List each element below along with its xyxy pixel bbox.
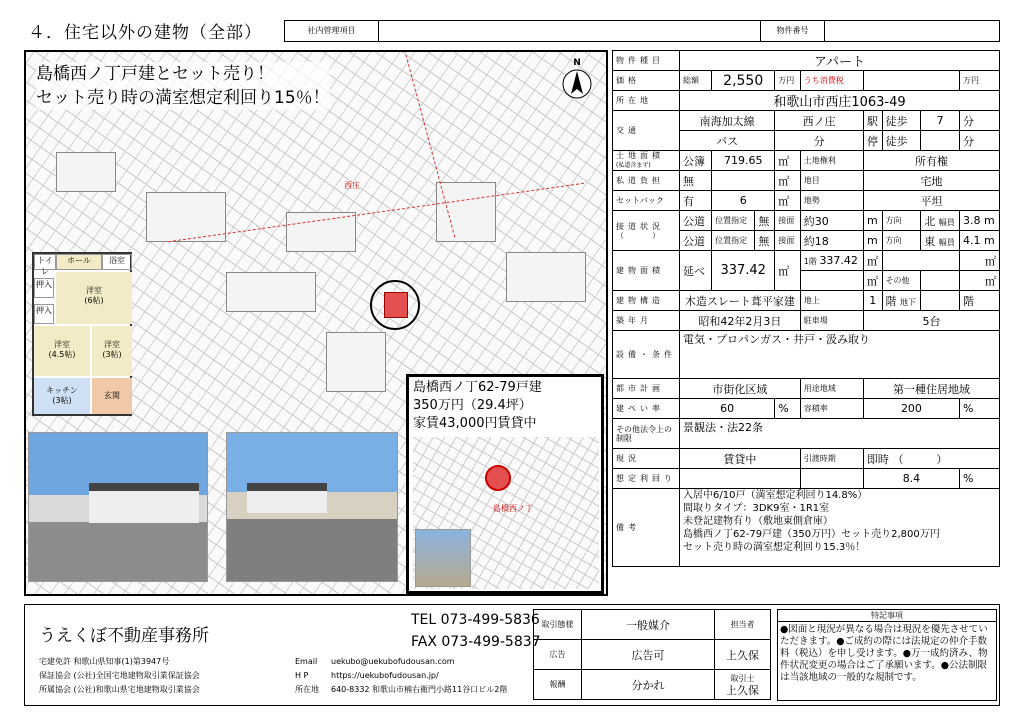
map-inset-street: 島橋西ノ丁 bbox=[493, 504, 533, 513]
spec-address-label: 所在地 bbox=[613, 91, 680, 111]
north-arrow-icon bbox=[560, 58, 594, 104]
spec-status-label: 現況 bbox=[613, 449, 680, 469]
spec-tax-label: うち消費税 bbox=[800, 71, 863, 91]
spec-road2-dir-label: 方向 bbox=[882, 231, 921, 251]
cell bbox=[436, 182, 496, 242]
mgmt-label: 社内管理項目 bbox=[285, 21, 379, 41]
spec-built: 昭和42年2月3日 bbox=[680, 311, 801, 331]
property-photo-1 bbox=[28, 432, 208, 582]
spec-structure: 木造スレート葺平家建 bbox=[680, 291, 801, 311]
spec-zoning-label: 用途地域 bbox=[800, 379, 863, 399]
spec-road2-designation-val: 無 bbox=[755, 231, 775, 251]
spec-bus: バス bbox=[680, 131, 775, 151]
spec-f1-label: 1階 bbox=[803, 257, 817, 266]
spec-road-label: 接道状況 bbox=[616, 221, 664, 231]
inset-line-3: 家賃43,000円賃貸中 bbox=[413, 416, 537, 431]
spec-handover-label: 引渡時期 bbox=[800, 449, 863, 469]
footer-ad-label: 広告 bbox=[534, 640, 582, 670]
spec-road2-haba-val: 4.1 bbox=[962, 234, 981, 247]
spec-land-right-label: 土地権利 bbox=[800, 151, 863, 171]
spec-road1-dir: 北 bbox=[924, 214, 936, 228]
spec-setback-label: セットバック bbox=[613, 191, 680, 211]
spec-road2-setsu: 接面 bbox=[775, 231, 801, 251]
cell bbox=[384, 292, 408, 318]
spec-kai1: 階 bbox=[885, 294, 897, 308]
inset-map bbox=[413, 437, 599, 589]
property-photo-2 bbox=[226, 432, 398, 582]
map-floorplan-kitchen-size: (3帖) bbox=[52, 396, 72, 405]
address-value: 和歌山市西庄1063-49 bbox=[680, 91, 1000, 111]
map-floorplan-room3: 洋室 bbox=[104, 340, 120, 349]
spec-nobe: 延べ bbox=[680, 251, 712, 291]
spec-road2-public: 公道 bbox=[680, 231, 712, 251]
footer-addr-label: 所在地 bbox=[295, 685, 319, 694]
cell bbox=[613, 151, 680, 171]
spec-floor-area-label: 建物面積 bbox=[613, 251, 680, 291]
spec-price-label: 価格 bbox=[613, 71, 680, 91]
cell bbox=[863, 449, 999, 469]
spec-zoning: 第一種住居地域 bbox=[863, 379, 999, 399]
spec-total-label: 総額 bbox=[680, 71, 712, 91]
spec-sqm: ㎡ bbox=[775, 151, 801, 171]
cell bbox=[959, 211, 999, 231]
cell bbox=[921, 271, 960, 291]
spec-road1-public: 公道 bbox=[680, 211, 712, 231]
spec-road2-designation: 位置指定 bbox=[712, 231, 755, 251]
spec-remarks-label: 備考 bbox=[613, 489, 680, 567]
spec-road2-m2: m bbox=[983, 234, 995, 247]
spec-kai2: 階 bbox=[959, 291, 999, 311]
cell bbox=[921, 131, 960, 151]
spec-setback: 有 bbox=[680, 191, 712, 211]
spec-sqm7: ㎡ bbox=[863, 271, 882, 291]
spec-pct3: % bbox=[959, 469, 999, 489]
spec-road-paren: （ ） bbox=[616, 230, 664, 240]
spec-land-kind: 公簿 bbox=[680, 151, 712, 171]
footer-fee: 分かれ bbox=[582, 670, 715, 700]
spec-parking-label: 駐車場 bbox=[800, 311, 863, 331]
spec-sqm5: ㎡ bbox=[863, 251, 882, 271]
spec-setback-val: 6 bbox=[712, 191, 775, 211]
company-name: うえくぼ不動産事務所 bbox=[39, 626, 209, 646]
map-headline bbox=[36, 62, 330, 110]
spec-fun3: 分 bbox=[959, 131, 999, 151]
spec-parking: 5台 bbox=[863, 311, 999, 331]
assoc-1: 保証協会 (公社)全国宅地建物取引業保証協会 bbox=[39, 671, 200, 680]
spec-walk-min: 7 bbox=[921, 111, 960, 131]
page-title: ４．住宅以外の建物（全部） bbox=[28, 23, 262, 43]
footer-fee-label: 報酬 bbox=[534, 670, 582, 700]
footer-confirm-label: 取引士 bbox=[730, 673, 755, 683]
license: 宅建免許 和歌山県知事(1)第3947号 bbox=[39, 657, 170, 666]
cell bbox=[800, 271, 863, 291]
spec-other: その他 bbox=[882, 271, 921, 291]
footer-notes: ●図面と現況が異なる場合は現況を優先させていただきます。●ご成約の際には法規定の仲介手数料（税込）を申し受けます。●万一成約済み、物件状況変更の場合はご了承願います。●公法制限は当該地域の一般的な規制です。 bbox=[780, 624, 988, 683]
fax: FAX 073-499-5837 bbox=[411, 634, 541, 650]
email-link[interactable]: uekubo@uekubofudousan.com bbox=[331, 657, 455, 666]
map-floorplan-kitchen: キッチン bbox=[46, 386, 78, 395]
cell bbox=[39, 655, 200, 697]
spec-city-plan: 市街化区域 bbox=[680, 379, 801, 399]
spec-land-area-sub: (私道含まず) bbox=[616, 162, 651, 169]
spec-table bbox=[612, 50, 1000, 567]
spec-yield-label: 想定利回り bbox=[613, 469, 680, 489]
map-floorplan-room2: 洋室 bbox=[54, 340, 70, 349]
spec-sqm2: ㎡ bbox=[775, 171, 801, 191]
spec-above-label: 地上 bbox=[800, 291, 863, 311]
map-floorplan-closet2: 押入 bbox=[34, 304, 54, 324]
inset-box bbox=[406, 374, 604, 594]
spec-terrain-label: 地勢 bbox=[800, 191, 863, 211]
property-no-value bbox=[825, 21, 999, 41]
spec-pct: % bbox=[775, 399, 801, 419]
cell bbox=[921, 291, 960, 311]
spec-chimoku-label: 地目 bbox=[800, 171, 863, 191]
cell bbox=[863, 71, 959, 91]
remarks bbox=[680, 489, 1000, 567]
cell bbox=[921, 231, 960, 251]
inset-photo bbox=[415, 529, 471, 587]
spec-type-label: 物件種目 bbox=[613, 51, 680, 71]
spec-city-plan-label: 都市計画 bbox=[613, 379, 680, 399]
spec-land-right: 所有権 bbox=[863, 151, 999, 171]
cell bbox=[413, 379, 542, 433]
spec-road2-dir: 東 bbox=[924, 234, 936, 248]
spec-facilities: 電気・プロパンガス・井戸・汲み取り bbox=[680, 331, 1000, 379]
spec-road2-haba: 幅員 bbox=[938, 237, 955, 247]
spec-road1-haba: 幅員 bbox=[938, 217, 955, 227]
footer bbox=[24, 604, 1000, 706]
footer-staff-label: 担当者 bbox=[715, 610, 771, 640]
spec-sqm6: ㎡ bbox=[959, 251, 999, 271]
property-marker bbox=[370, 280, 420, 330]
mgmt-value bbox=[379, 21, 761, 41]
cell bbox=[959, 231, 999, 251]
cell bbox=[882, 291, 921, 311]
inset-line-1: 島橋西ノ丁62-79戸建 bbox=[413, 380, 542, 395]
spec-road1-haba-val: 3.8 bbox=[962, 214, 981, 227]
spec-below-label: 地下 bbox=[900, 297, 917, 307]
header-box bbox=[284, 20, 1000, 42]
spec-road1-m: m bbox=[863, 211, 882, 231]
cell bbox=[247, 483, 327, 513]
cell bbox=[56, 152, 116, 192]
spec-other-law: 景観法・法22条 bbox=[680, 419, 1000, 449]
map-floorplan-toilet: トイレ bbox=[34, 254, 56, 270]
cell bbox=[715, 670, 771, 700]
spec-private-road-label: 私道負担 bbox=[613, 171, 680, 191]
spec-remarks-4: セット売り時の満室想定利回り15.3％！ bbox=[683, 542, 866, 553]
spec-remarks-3: 島橋西ノ丁62-79戸建（350万円）セット売り2,800万円 bbox=[683, 529, 940, 540]
cell bbox=[485, 465, 511, 491]
cell bbox=[295, 669, 507, 683]
spec-built-label: 築年月 bbox=[613, 311, 680, 331]
poi-label: 西庄 bbox=[344, 181, 360, 190]
cell bbox=[226, 272, 316, 312]
spec-sqm4: ㎡ bbox=[775, 251, 801, 291]
headline-2: セット売り時の満室想定利回り15％！ bbox=[36, 88, 330, 108]
property-no-label: 物件番号 bbox=[761, 21, 825, 41]
spec-handover-paren: （ ） bbox=[892, 452, 948, 466]
cell bbox=[34, 378, 90, 414]
footer-staff: 上久保 bbox=[715, 640, 771, 670]
spec-structure-label: 建物構造 bbox=[613, 291, 680, 311]
spec-road1-width: 約30 bbox=[800, 211, 863, 231]
spec-walk1: 徒歩 bbox=[882, 111, 921, 131]
spec-remarks-1: 間取りタイプ：3DK9室・1R1室 bbox=[683, 503, 830, 514]
map-floorplan-bath: 浴室 bbox=[102, 254, 132, 270]
headline-1: 島橋西ノ丁戸建とセット売り！ bbox=[36, 64, 274, 84]
price-value: 2,550 bbox=[712, 71, 775, 91]
spec-sqm9: ㎡ bbox=[959, 271, 999, 291]
spec-handover: 即時 bbox=[866, 452, 889, 466]
footer-confirm: 上久保 bbox=[726, 683, 759, 697]
map-north: N bbox=[573, 58, 581, 68]
spec-road2-width: 約18 bbox=[800, 231, 863, 251]
map-floorplan-closet1: 押入 bbox=[34, 278, 54, 298]
footer-email-label: Email bbox=[295, 657, 318, 666]
spec-floor-area: 337.42 bbox=[712, 251, 775, 291]
spec-road1-designation-val: 無 bbox=[755, 211, 775, 231]
cell bbox=[712, 171, 775, 191]
cell bbox=[613, 211, 680, 251]
map-floorplan-room2-size: (4.5帖) bbox=[48, 350, 76, 359]
spec-station: 西ノ庄 bbox=[775, 111, 864, 131]
cell bbox=[326, 332, 386, 392]
footer-notes-label: 特記事項 bbox=[778, 610, 996, 622]
map-floorplan-room3-size: (3帖) bbox=[102, 350, 122, 359]
spec-eki: 駅 bbox=[863, 111, 882, 131]
spec-transport-label: 交通 bbox=[613, 111, 680, 151]
map-floorplan-room1: 洋室 bbox=[86, 286, 102, 295]
footer-deal: 一般媒介 bbox=[582, 610, 715, 640]
spec-yield-val: 8.4 bbox=[863, 469, 959, 489]
map-floorplan-room1-size: (6帖) bbox=[84, 296, 104, 305]
cell bbox=[921, 211, 960, 231]
cell bbox=[882, 251, 959, 271]
cell bbox=[168, 183, 584, 242]
spec-private-road: 無 bbox=[680, 171, 712, 191]
spec-stop: 停 bbox=[863, 131, 882, 151]
cell bbox=[92, 326, 132, 376]
spec-status: 賃貸中 bbox=[680, 449, 801, 469]
floor-plan bbox=[32, 252, 132, 416]
inset-line-2: 350万円（29.4坪） bbox=[413, 398, 532, 413]
spec-other-law-label: その他法令上の制限 bbox=[613, 419, 680, 449]
footer-addr: 640-8332 和歌山市楠右衛門小路11谷口ビル2階 bbox=[331, 685, 508, 694]
tel: TEL 073-499-5836 bbox=[411, 612, 540, 628]
cell bbox=[411, 609, 541, 653]
footer-deal-label: 取引態様 bbox=[534, 610, 582, 640]
spec-tax-unit: 万円 bbox=[959, 71, 999, 91]
cell bbox=[89, 483, 199, 523]
cell bbox=[56, 272, 132, 324]
cell bbox=[800, 469, 863, 489]
spec-road1-setsu: 接面 bbox=[775, 211, 801, 231]
spec-fun1: 分 bbox=[959, 111, 999, 131]
map-floorplan-entrance: 玄関 bbox=[92, 378, 132, 414]
assoc-2: 所属協会 (公社)和歌山県宅地建物取引業協会 bbox=[39, 685, 200, 694]
homepage-link[interactable]: https://uekubofudousan.jp/ bbox=[331, 671, 439, 680]
spec-man-unit: 万円 bbox=[775, 71, 801, 91]
cell bbox=[295, 655, 507, 669]
spec-bcr: 60 bbox=[680, 399, 775, 419]
footer-hp-label: H P bbox=[295, 671, 309, 680]
map-floorplan-hall: ホール bbox=[56, 254, 102, 270]
footer-ad: 広告可 bbox=[582, 640, 715, 670]
spec-land-area: 719.65 bbox=[712, 151, 775, 171]
spec-walk2: 徒歩 bbox=[882, 131, 921, 151]
spec-line: 南海加太線 bbox=[680, 111, 775, 131]
spec-sqm3: ㎡ bbox=[775, 191, 801, 211]
spec-remarks-2: 未登記建物有り（敷地東側倉庫） bbox=[683, 516, 833, 527]
spec-chimoku: 宅地 bbox=[863, 171, 999, 191]
cell bbox=[800, 251, 863, 271]
spec-terrain: 平坦 bbox=[863, 191, 999, 211]
spec-facilities-label: 設備・条件 bbox=[613, 331, 680, 379]
spec-fun2: 分 bbox=[775, 131, 864, 151]
spec-remarks-0: 入居中6/10戸（満室想定利回り14.8%） bbox=[683, 490, 868, 501]
spec-road1-dir-label: 方向 bbox=[882, 211, 921, 231]
spec-road1-m2: m bbox=[983, 214, 995, 227]
cell bbox=[34, 326, 90, 376]
cell bbox=[295, 683, 507, 697]
spec-bcr-label: 建ぺい率 bbox=[613, 399, 680, 419]
cell bbox=[286, 212, 356, 252]
spec-road1-designation: 位置指定 bbox=[712, 211, 755, 231]
type-value: アパート bbox=[680, 51, 1000, 71]
cell bbox=[506, 252, 586, 302]
notes bbox=[777, 609, 997, 701]
location-map bbox=[24, 50, 608, 596]
spec-f1-val: 337.42 bbox=[819, 254, 858, 267]
spec-pct2: % bbox=[959, 399, 999, 419]
spec-yield-right bbox=[680, 469, 801, 489]
spec-far: 200 bbox=[863, 399, 959, 419]
spec-land-area-label: 土地面積 bbox=[616, 151, 664, 160]
spec-far-label: 容積率 bbox=[800, 399, 863, 419]
cell bbox=[295, 655, 507, 697]
spec-above: 1 bbox=[863, 291, 882, 311]
spec-road2-m: m bbox=[863, 231, 882, 251]
